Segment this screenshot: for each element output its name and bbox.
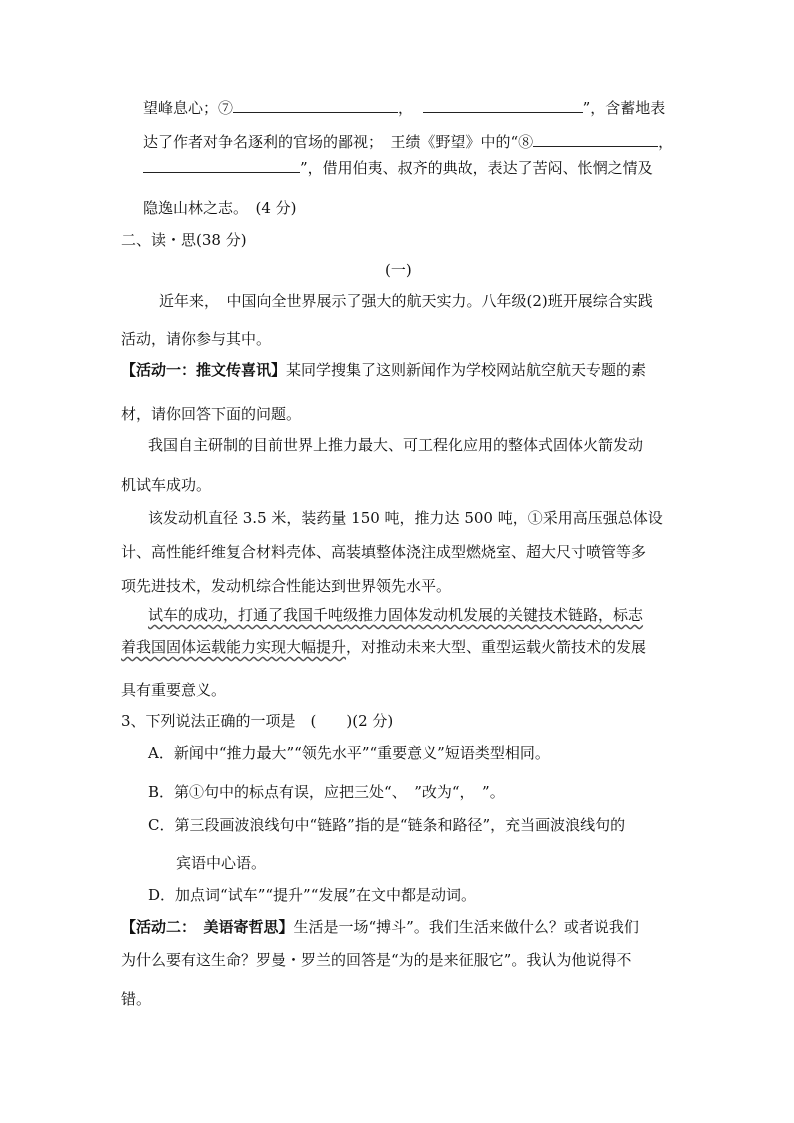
poem-line-1-prefix: 望峰息心；⑦ xyxy=(143,99,234,117)
option-a[interactable]: A．新闻中“推力最大”“领先水平”“重要意义”短语类型相同。 xyxy=(148,744,550,762)
poem-line-2: 达了作者对争名逐利的官场的鄙视； 王绩《野望》中的“⑧ ， xyxy=(143,133,674,151)
activity2-line-2: 为什么要有这生命？罗曼・罗兰的回答是“为的是来征服它”。我认为他说得不 xyxy=(121,951,632,969)
news-p3-line-3: 具有重要意义。 xyxy=(121,681,227,699)
news-p2-line-2: 计、高性能纤维复合材料壳体、高装填整体浇注成型燃烧室、超大尺寸喷管等多 xyxy=(121,543,647,561)
option-c-line-2: 宾语中心语。 xyxy=(176,854,267,872)
news-p2-line-3: 项先进技术，发动机综合性能达到世界领先水平。 xyxy=(121,577,452,595)
poem-line-1: 望峰息心；⑦ ， ”，含蓄地表 xyxy=(143,99,666,117)
activity1-line-1: 【活动一：推文传喜讯】某同学搜集了这则新闻作为学校网站航空航天专题的素 xyxy=(121,361,647,379)
news-p1-line-1: 我国自主研制的目前世界上推力最大、可工程化应用的整体式固体火箭发动 xyxy=(148,436,644,454)
intro-line-2: 活动，请你参与其中。 xyxy=(121,330,272,348)
answer-blank-7b[interactable] xyxy=(423,98,583,113)
activity2-line-3: 错。 xyxy=(121,990,152,1008)
answer-blank-7a[interactable] xyxy=(233,98,398,113)
activity1-tag: 【活动一：推文传喜讯】 xyxy=(121,361,287,379)
news-p3-line-2: 着我国固体运载能力实现大幅提升，对推动未来大型、重型运载火箭技术的发展 xyxy=(121,638,647,656)
poem-line-3: ”，借用伯夷、叔齐的典故，表达了苦闷、怅惘之情及 xyxy=(143,158,653,178)
news-p1-line-2: 机试车成功。 xyxy=(121,476,212,494)
answer-blank-8a[interactable] xyxy=(533,132,658,147)
poem-line-4: 隐逸山林之志。 (4 分) xyxy=(143,199,297,217)
section-title: 二、读・思(38 分) xyxy=(121,231,247,249)
option-d[interactable]: D．加点词“试车”“提升”“发展”在文中都是动词。 xyxy=(148,886,477,904)
news-p2-line-1: 该发动机直径 3.5 米，装药量 150 吨，推力达 500 吨，①采用高压强总体设 xyxy=(148,509,663,527)
news-p3-line-1: 试车的成功，打通了我国千吨级推力固体发动机发展的关键技术链路，标志 xyxy=(148,606,644,624)
option-b[interactable]: B．第①句中的标点有误，应把三处“、 ”改为“， ”。 xyxy=(148,783,505,801)
activity1-line-2: 材，请你回答下面的问题。 xyxy=(121,405,302,423)
wavy-sentence-part-1: 试车的成功 xyxy=(148,606,224,624)
question-3-stem: 3、下列说法正确的一项是 ( )(2 分) xyxy=(121,712,394,730)
activity2-line-1: 【活动二： 美语寄哲思】生活是一场“搏斗”。我们生活来做什么？或者说我们 xyxy=(121,918,639,936)
activity2-tag: 【活动二： 美语寄哲思】 xyxy=(121,918,294,936)
option-c-line-1[interactable]: C．第三段画波浪线句中“链路”指的是“链条和路径”，充当画波浪线句的 xyxy=(148,816,626,834)
part-label: (一) xyxy=(385,261,412,279)
intro-line-1: 近年来， 中国向全世界展示了强大的航天实力。八年级(2)班开展综合实践 xyxy=(159,292,653,310)
wavy-sentence-part-2: 着我国固体运载能力实现大幅提升 xyxy=(121,638,347,656)
answer-blank-8b[interactable] xyxy=(143,158,300,173)
